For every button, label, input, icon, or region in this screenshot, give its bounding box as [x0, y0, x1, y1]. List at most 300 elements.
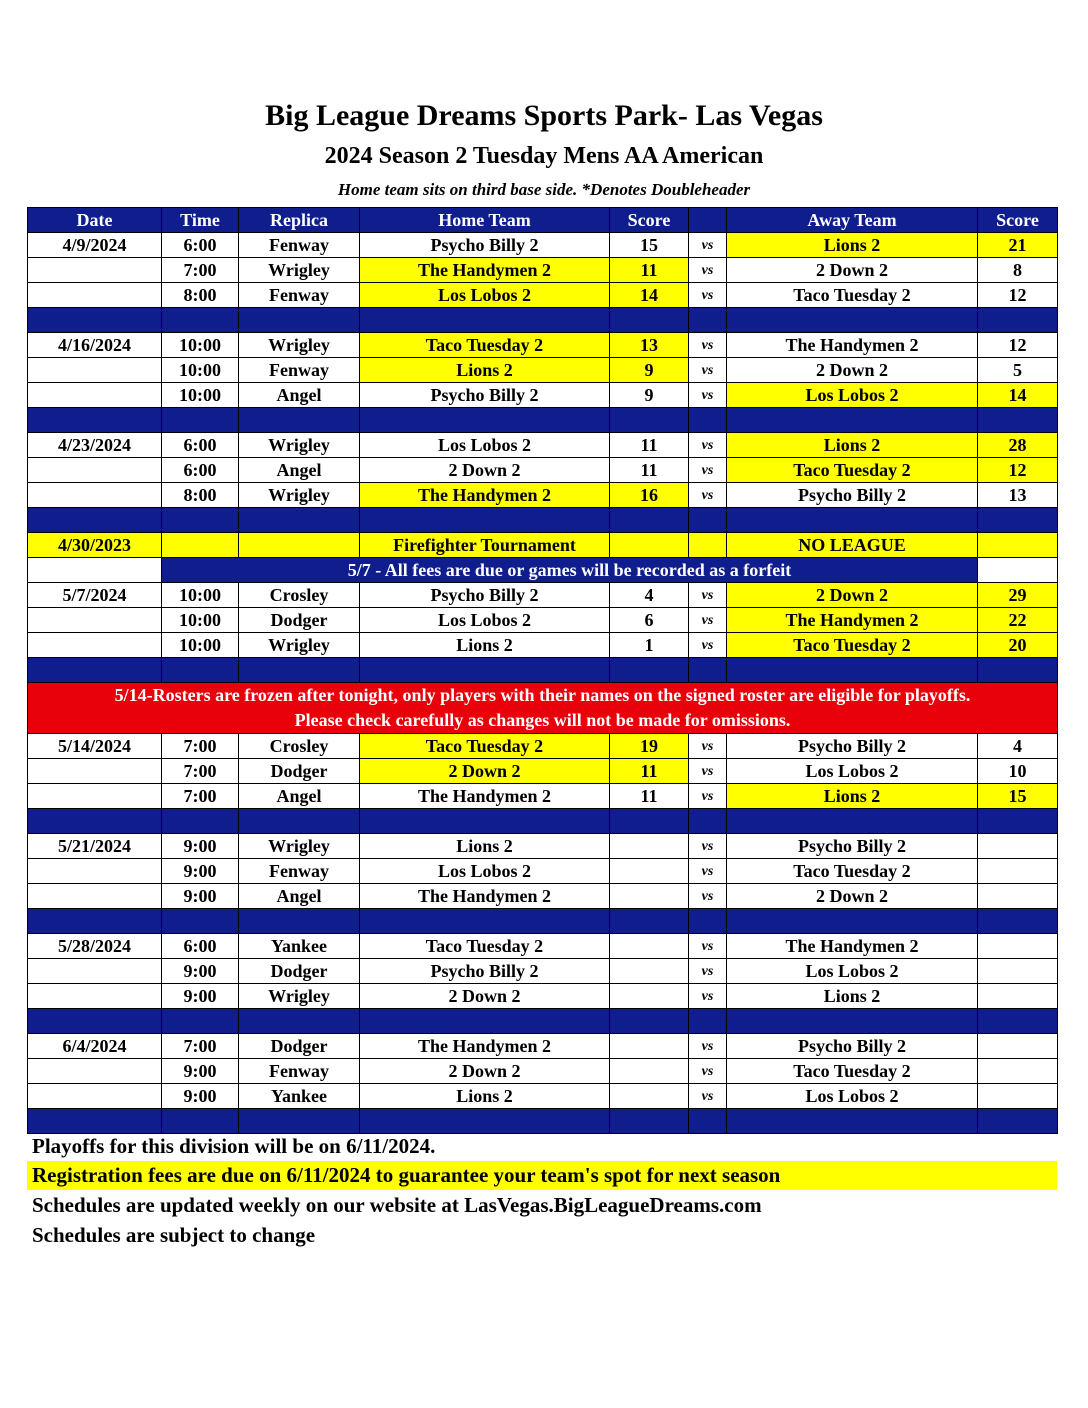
game-date: [28, 458, 162, 483]
event-row: [28, 533, 1058, 558]
vs-label: vs: [689, 358, 727, 383]
separator-cell: [978, 658, 1058, 683]
game-date: 4/9/2024: [28, 233, 162, 258]
away-team: Lions 2: [727, 233, 978, 258]
game-row: [28, 784, 1058, 809]
separator-cell: [162, 308, 239, 333]
home-score: [610, 834, 689, 859]
banner-spacer: [28, 558, 162, 583]
col-away-score-header: Score: [978, 208, 1058, 233]
game-date: 5/14/2024: [28, 734, 162, 759]
game-date: [28, 984, 162, 1009]
home-score: 15: [610, 233, 689, 258]
header-row: [28, 208, 1058, 233]
away-team: Psycho Billy 2: [727, 1034, 978, 1059]
home-score: [610, 859, 689, 884]
separator-cell: [978, 508, 1058, 533]
separator-cell: [360, 408, 610, 433]
separator-cell: [689, 508, 727, 533]
game-date: [28, 608, 162, 633]
game-row: [28, 834, 1058, 859]
game-field: Yankee: [239, 934, 360, 959]
home-team: Los Lobos 2: [360, 283, 610, 308]
home-team: Psycho Billy 2: [360, 583, 610, 608]
game-time: 9:00: [162, 1059, 239, 1084]
event-date: 4/30/2023: [28, 533, 162, 558]
game-row: [28, 483, 1058, 508]
col-home-score-header: Score: [610, 208, 689, 233]
away-team: Taco Tuesday 2: [727, 1059, 978, 1084]
game-time: 9:00: [162, 959, 239, 984]
game-row: [28, 433, 1058, 458]
separator-cell: [610, 1009, 689, 1034]
away-team: Los Lobos 2: [727, 759, 978, 784]
away-team: Los Lobos 2: [727, 383, 978, 408]
separator-cell: [727, 508, 978, 533]
away-score: 22: [978, 608, 1058, 633]
game-time: 9:00: [162, 859, 239, 884]
separator-cell: [610, 909, 689, 934]
col-away-team-header: Away Team: [727, 208, 978, 233]
game-row: [28, 884, 1058, 909]
away-score: 21: [978, 233, 1058, 258]
separator-cell: [689, 1009, 727, 1034]
game-date: 5/28/2024: [28, 934, 162, 959]
game-row: [28, 633, 1058, 658]
away-team: Psycho Billy 2: [727, 483, 978, 508]
home-team: The Handymen 2: [360, 884, 610, 909]
home-team: Lions 2: [360, 834, 610, 859]
away-team: 2 Down 2: [727, 258, 978, 283]
game-field: Angel: [239, 383, 360, 408]
home-team: Psycho Billy 2: [360, 383, 610, 408]
week-separator-row: [28, 809, 1058, 834]
away-team: Taco Tuesday 2: [727, 633, 978, 658]
separator-cell: [610, 1109, 689, 1134]
game-time: 10:00: [162, 633, 239, 658]
home-score: 13: [610, 333, 689, 358]
home-team: Taco Tuesday 2: [360, 333, 610, 358]
game-field: Wrigley: [239, 258, 360, 283]
away-score: [978, 1034, 1058, 1059]
away-score: 12: [978, 333, 1058, 358]
separator-cell: [28, 658, 162, 683]
separator-cell: [978, 308, 1058, 333]
game-field: Angel: [239, 784, 360, 809]
separator-cell: [239, 508, 360, 533]
separator-cell: [689, 658, 727, 683]
home-score: [610, 984, 689, 1009]
game-time: 7:00: [162, 1034, 239, 1059]
game-time: 10:00: [162, 358, 239, 383]
game-time: 9:00: [162, 984, 239, 1009]
col-replica-header: Replica: [239, 208, 360, 233]
away-team: The Handymen 2: [727, 333, 978, 358]
separator-cell: [162, 1109, 239, 1134]
game-row: [28, 1059, 1058, 1084]
separator-cell: [978, 408, 1058, 433]
away-score: [978, 859, 1058, 884]
separator-cell: [239, 408, 360, 433]
game-row: [28, 358, 1058, 383]
game-row: [28, 1034, 1058, 1059]
home-score: 11: [610, 433, 689, 458]
col-vs-header: [689, 208, 727, 233]
separator-cell: [978, 1009, 1058, 1034]
separator-cell: [162, 909, 239, 934]
banner-spacer: [978, 558, 1058, 583]
game-time: 7:00: [162, 734, 239, 759]
away-team: Lions 2: [727, 433, 978, 458]
separator-cell: [689, 1109, 727, 1134]
separator-cell: [727, 408, 978, 433]
game-date: [28, 483, 162, 508]
game-time: 10:00: [162, 383, 239, 408]
game-row: [28, 934, 1058, 959]
separator-cell: [239, 909, 360, 934]
away-score: [978, 1059, 1058, 1084]
vs-label: vs: [689, 734, 727, 759]
game-date: 6/4/2024: [28, 1034, 162, 1059]
home-score: 11: [610, 458, 689, 483]
game-time: 8:00: [162, 283, 239, 308]
game-row: [28, 734, 1058, 759]
away-team: Taco Tuesday 2: [727, 283, 978, 308]
home-team: Los Lobos 2: [360, 433, 610, 458]
game-field: Wrigley: [239, 483, 360, 508]
event-name: Firefighter Tournament: [360, 533, 610, 558]
week-separator-row: [28, 1109, 1058, 1134]
separator-cell: [727, 658, 978, 683]
home-team: Los Lobos 2: [360, 859, 610, 884]
game-row: [28, 1084, 1058, 1109]
game-field: Dodger: [239, 959, 360, 984]
home-team: Psycho Billy 2: [360, 959, 610, 984]
game-time: 9:00: [162, 1084, 239, 1109]
separator-cell: [239, 308, 360, 333]
game-field: Fenway: [239, 1059, 360, 1084]
game-date: [28, 1059, 162, 1084]
separator-cell: [689, 909, 727, 934]
game-date: [28, 358, 162, 383]
home-team: The Handymen 2: [360, 483, 610, 508]
home-team: Taco Tuesday 2: [360, 734, 610, 759]
vs-label: vs: [689, 1034, 727, 1059]
schedule-table: [27, 207, 1058, 1134]
away-team: Los Lobos 2: [727, 1084, 978, 1109]
away-team: Taco Tuesday 2: [727, 859, 978, 884]
home-score: [610, 934, 689, 959]
game-time: 10:00: [162, 608, 239, 633]
separator-cell: [610, 408, 689, 433]
home-score: [610, 1059, 689, 1084]
game-field: Fenway: [239, 859, 360, 884]
away-team: 2 Down 2: [727, 884, 978, 909]
home-team: 2 Down 2: [360, 458, 610, 483]
separator-cell: [162, 408, 239, 433]
roster-notice-line: Please check carefully as changes will not be made for omissions.: [294, 710, 791, 730]
home-score: 6: [610, 608, 689, 633]
separator-cell: [162, 809, 239, 834]
footer-playoffs: Playoffs for this division will be on 6/11/2024.: [32, 1134, 436, 1158]
vs-label: vs: [689, 583, 727, 608]
game-field: Dodger: [239, 608, 360, 633]
game-date: [28, 633, 162, 658]
separator-cell: [162, 658, 239, 683]
away-score: [978, 959, 1058, 984]
vs-label: vs: [689, 483, 727, 508]
separator-cell: [162, 508, 239, 533]
away-score: 28: [978, 433, 1058, 458]
event-home-score: [610, 533, 689, 558]
week-separator-row: [28, 909, 1058, 934]
separator-cell: [727, 809, 978, 834]
away-score: 10: [978, 759, 1058, 784]
game-field: Crosley: [239, 583, 360, 608]
home-score: 11: [610, 258, 689, 283]
roster-notice-row: [28, 683, 1058, 734]
week-separator-row: [28, 308, 1058, 333]
separator-cell: [360, 809, 610, 834]
home-score: 11: [610, 759, 689, 784]
home-score: 4: [610, 583, 689, 608]
game-field: Wrigley: [239, 834, 360, 859]
footer-registration: Registration fees are due on 6/11/2024 to guarantee your team's spot for next season: [27, 1161, 1057, 1190]
away-score: 4: [978, 734, 1058, 759]
game-date: [28, 1084, 162, 1109]
home-team: The Handymen 2: [360, 1034, 610, 1059]
game-time: 8:00: [162, 483, 239, 508]
game-date: [28, 784, 162, 809]
home-team: The Handymen 2: [360, 784, 610, 809]
home-score: 11: [610, 784, 689, 809]
vs-label: vs: [689, 959, 727, 984]
game-time: 7:00: [162, 258, 239, 283]
home-team: 2 Down 2: [360, 984, 610, 1009]
separator-cell: [360, 909, 610, 934]
separator-cell: [360, 308, 610, 333]
home-score: 14: [610, 283, 689, 308]
separator-cell: [360, 508, 610, 533]
separator-cell: [978, 1109, 1058, 1134]
vs-label: vs: [689, 233, 727, 258]
game-row: [28, 984, 1058, 1009]
col-time-header: Time: [162, 208, 239, 233]
away-score: 20: [978, 633, 1058, 658]
separator-cell: [727, 1009, 978, 1034]
game-row: [28, 258, 1058, 283]
game-date: 5/21/2024: [28, 834, 162, 859]
away-team: Lions 2: [727, 984, 978, 1009]
separator-cell: [689, 809, 727, 834]
game-time: 9:00: [162, 884, 239, 909]
home-team: Psycho Billy 2: [360, 233, 610, 258]
separator-cell: [28, 508, 162, 533]
away-team: 2 Down 2: [727, 358, 978, 383]
game-time: 7:00: [162, 759, 239, 784]
game-date: [28, 884, 162, 909]
vs-label: vs: [689, 859, 727, 884]
home-team: 2 Down 2: [360, 759, 610, 784]
vs-label: vs: [689, 884, 727, 909]
game-date: [28, 258, 162, 283]
away-score: 29: [978, 583, 1058, 608]
home-score: [610, 1034, 689, 1059]
away-score: [978, 984, 1058, 1009]
game-field: Fenway: [239, 358, 360, 383]
game-date: [28, 283, 162, 308]
game-date: 4/16/2024: [28, 333, 162, 358]
away-score: 8: [978, 258, 1058, 283]
game-field: Angel: [239, 458, 360, 483]
vs-label: vs: [689, 383, 727, 408]
separator-cell: [28, 1109, 162, 1134]
away-score: [978, 1084, 1058, 1109]
separator-cell: [360, 658, 610, 683]
away-score: 15: [978, 784, 1058, 809]
vs-label: vs: [689, 258, 727, 283]
vs-label: vs: [689, 283, 727, 308]
fees-banner-row: [28, 558, 1058, 583]
home-score: [610, 959, 689, 984]
game-date: 4/23/2024: [28, 433, 162, 458]
game-field: Dodger: [239, 759, 360, 784]
home-team: Lions 2: [360, 633, 610, 658]
home-score: 9: [610, 358, 689, 383]
footer-subject-to-change: Schedules are subject to change: [32, 1223, 316, 1247]
game-time: 6:00: [162, 458, 239, 483]
game-date: 5/7/2024: [28, 583, 162, 608]
game-row: [28, 233, 1058, 258]
game-field: Wrigley: [239, 984, 360, 1009]
separator-cell: [727, 909, 978, 934]
game-field: Crosley: [239, 734, 360, 759]
game-time: 6:00: [162, 233, 239, 258]
game-time: 10:00: [162, 333, 239, 358]
separator-cell: [689, 408, 727, 433]
separator-cell: [610, 508, 689, 533]
col-date-header: Date: [28, 208, 162, 233]
footer-website: Schedules are updated weekly on our website at LasVegas.BigLeagueDreams.com: [32, 1193, 762, 1217]
page-subtitle: 2024 Season 2 Tuesday Mens AA American: [324, 143, 764, 169]
week-separator-row: [28, 658, 1058, 683]
away-score: 13: [978, 483, 1058, 508]
game-field: Wrigley: [239, 433, 360, 458]
separator-cell: [610, 308, 689, 333]
away-score: 12: [978, 283, 1058, 308]
game-row: [28, 959, 1058, 984]
game-time: 6:00: [162, 433, 239, 458]
game-row: [28, 383, 1058, 408]
separator-cell: [239, 1009, 360, 1034]
game-field: Dodger: [239, 1034, 360, 1059]
separator-cell: [610, 809, 689, 834]
away-score: [978, 884, 1058, 909]
separator-cell: [28, 909, 162, 934]
home-team: Los Lobos 2: [360, 608, 610, 633]
separator-cell: [239, 658, 360, 683]
home-team: Lions 2: [360, 358, 610, 383]
game-time: 10:00: [162, 583, 239, 608]
event-field: [239, 533, 360, 558]
vs-label: vs: [689, 759, 727, 784]
game-row: [28, 333, 1058, 358]
separator-cell: [28, 809, 162, 834]
separator-cell: [28, 308, 162, 333]
home-score: 1: [610, 633, 689, 658]
event-time: [162, 533, 239, 558]
game-field: Yankee: [239, 1084, 360, 1109]
vs-label: vs: [689, 984, 727, 1009]
separator-cell: [610, 658, 689, 683]
vs-label: vs: [689, 633, 727, 658]
schedule-body: [28, 208, 1058, 1134]
vs-label: vs: [689, 458, 727, 483]
away-team: 2 Down 2: [727, 583, 978, 608]
separator-cell: [360, 1109, 610, 1134]
game-row: [28, 458, 1058, 483]
away-team: Taco Tuesday 2: [727, 458, 978, 483]
week-separator-row: [28, 408, 1058, 433]
week-separator-row: [28, 508, 1058, 533]
separator-cell: [239, 809, 360, 834]
game-row: [28, 583, 1058, 608]
separator-cell: [727, 308, 978, 333]
roster-notice-line: 5/14-Rosters are frozen after tonight, only players with their names on the signed roster are eligible for playoffs.: [114, 685, 971, 705]
away-score: [978, 834, 1058, 859]
game-row: [28, 608, 1058, 633]
game-row: [28, 759, 1058, 784]
away-score: 12: [978, 458, 1058, 483]
game-date: [28, 859, 162, 884]
away-score: 14: [978, 383, 1058, 408]
away-team: The Handymen 2: [727, 934, 978, 959]
away-team: Psycho Billy 2: [727, 834, 978, 859]
home-team: The Handymen 2: [360, 258, 610, 283]
home-score: [610, 1084, 689, 1109]
fees-notice: 5/7 - All fees are due or games will be recorded as a forfeit: [162, 558, 978, 583]
game-row: [28, 283, 1058, 308]
vs-label: vs: [689, 934, 727, 959]
separator-cell: [360, 1009, 610, 1034]
game-field: Fenway: [239, 283, 360, 308]
away-team: Los Lobos 2: [727, 959, 978, 984]
away-team: Lions 2: [727, 784, 978, 809]
game-field: Fenway: [239, 233, 360, 258]
home-team: Lions 2: [360, 1084, 610, 1109]
vs-label: vs: [689, 433, 727, 458]
away-score: [978, 934, 1058, 959]
separator-cell: [978, 909, 1058, 934]
home-score: 16: [610, 483, 689, 508]
game-time: 7:00: [162, 784, 239, 809]
event-status: NO LEAGUE: [727, 533, 978, 558]
separator-cell: [28, 1009, 162, 1034]
vs-label: vs: [689, 333, 727, 358]
vs-label: vs: [689, 1084, 727, 1109]
page-title: Big League Dreams Sports Park- Las Vegas: [265, 99, 823, 132]
separator-cell: [727, 1109, 978, 1134]
separator-cell: [689, 308, 727, 333]
col-home-team-header: Home Team: [360, 208, 610, 233]
away-score: 5: [978, 358, 1058, 383]
separator-cell: [28, 408, 162, 433]
vs-label: vs: [689, 608, 727, 633]
game-field: Wrigley: [239, 633, 360, 658]
away-team: The Handymen 2: [727, 608, 978, 633]
roster-notice: [28, 683, 1058, 734]
week-separator-row: [28, 1009, 1058, 1034]
